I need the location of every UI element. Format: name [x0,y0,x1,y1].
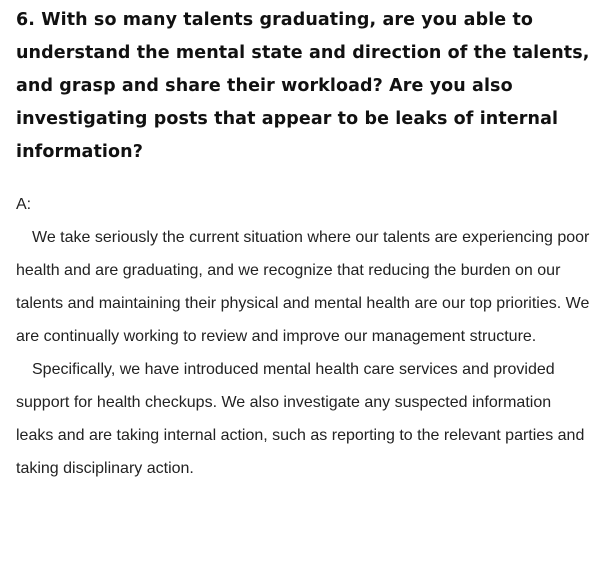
faq-entry [16,4,591,485]
answer-paragraph-2: Specifically, we have introduced mental health care services and provided support for health checkups. We also investigate any suspected information leaks and are taking internal action, such as reporting to the relevant parties and taking disciplinary action. [16,361,585,477]
question-heading: 6. With so many talents graduating, are you able to understand the mental state and direction of the talents, and grasp and share their workload? Are you also investigating posts that appear to be leaks of internal information? [16,10,590,162]
answer-paragraph-1: We take seriously the current situation where our talents are experiencing poor health and are graduating, and we recognize that reducing the burden on our talents and maintaining their physical and mental health are our top priorities. We are continually working to review and improve our management structure. [16,229,590,345]
answer-label: A: [16,196,32,213]
